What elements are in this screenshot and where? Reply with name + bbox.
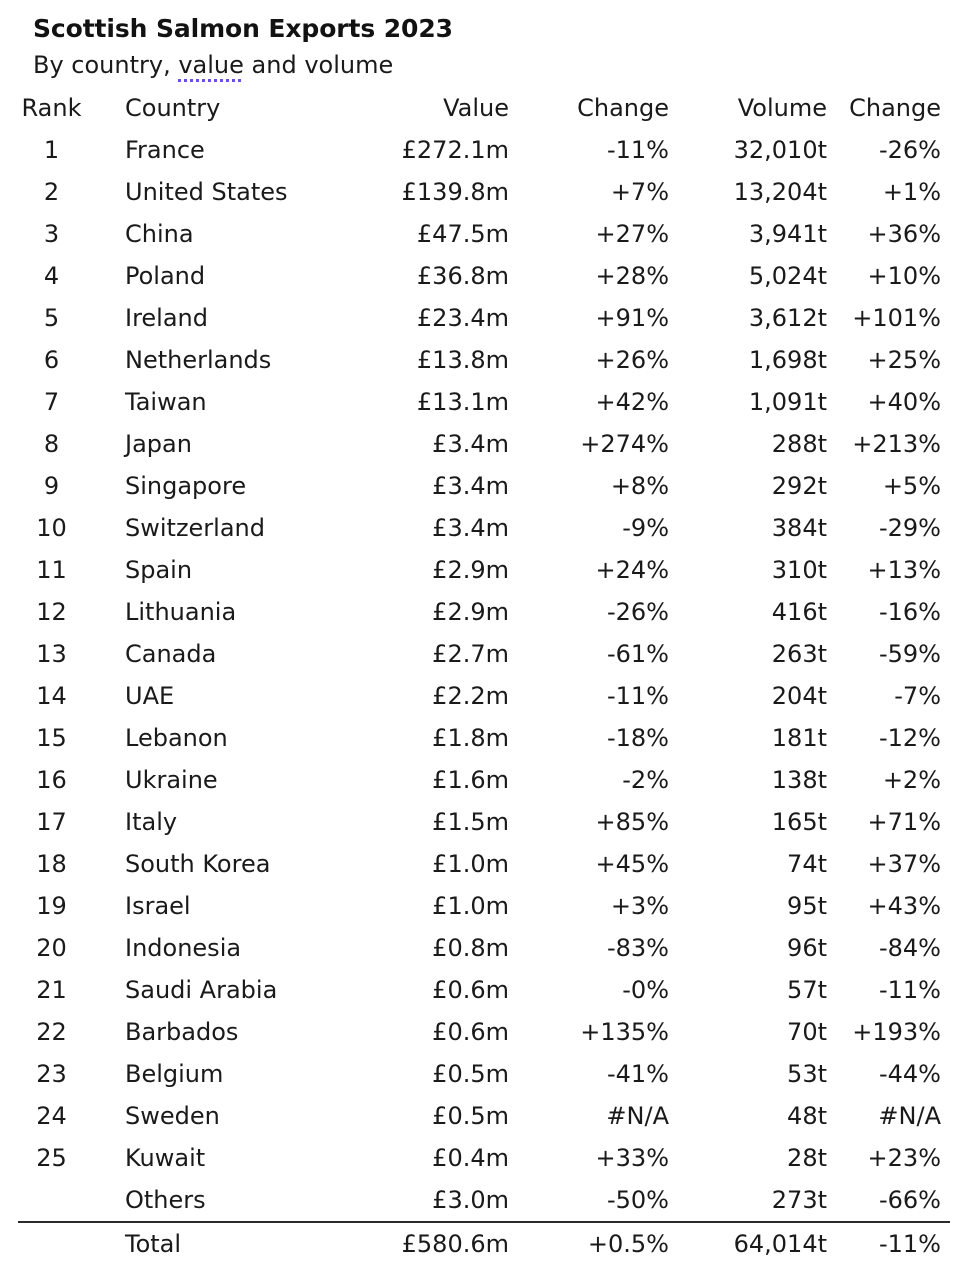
table-row (18, 1179, 950, 1222)
cell-country: UAE (125, 682, 175, 710)
table-row (18, 591, 950, 633)
table-row (18, 1053, 950, 1095)
cell-value: £3.4m (432, 430, 509, 458)
table-row (18, 717, 950, 759)
cell-volume-change: -11% (878, 1230, 941, 1258)
table-row (18, 843, 950, 885)
cell-volume-change: +37% (867, 850, 941, 878)
cell-volume: 292t (771, 472, 827, 500)
table-row (18, 633, 950, 675)
cell-value: £13.1m (416, 388, 509, 416)
cell-volume-change: +10% (867, 262, 941, 290)
cell-volume-change: +213% (852, 430, 941, 458)
cell-country: Spain (125, 556, 193, 584)
cell-volume: 13,204t (733, 178, 827, 206)
table-row (18, 1137, 950, 1179)
cell-value-change: +135% (580, 1018, 669, 1046)
cell-value-change: -18% (606, 724, 669, 752)
cell-volume-change: -26% (878, 136, 941, 164)
cell-volume: 181t (771, 724, 827, 752)
cell-value: £0.4m (432, 1144, 509, 1172)
page-subtitle (0, 41, 960, 77)
cell-volume: 1,698t (748, 346, 827, 374)
cell-volume: 95t (787, 892, 827, 920)
cell-rank: 15 (36, 724, 67, 752)
cell-volume-change: -11% (878, 976, 941, 1004)
cell-volume: 48t (787, 1102, 827, 1130)
table-row (18, 465, 950, 507)
cell-rank: 5 (43, 304, 60, 332)
cell-country: Switzerland (125, 514, 265, 542)
cell-rank: 12 (36, 598, 67, 626)
cell-volume-change: +43% (867, 892, 941, 920)
cell-value-change: +274% (580, 430, 669, 458)
cell-value-change: -11% (606, 682, 669, 710)
cell-value: £139.8m (401, 178, 509, 206)
cell-volume: 96t (787, 934, 827, 962)
table-row (18, 549, 950, 591)
cell-value-change: -0% (622, 976, 669, 1004)
cell-rank: 24 (36, 1102, 67, 1130)
cell-value-change: +8% (610, 472, 669, 500)
cell-volume-change: +71% (867, 808, 941, 836)
subtitle-text-before: By country, (33, 51, 179, 79)
cell-country: Indonesia (125, 934, 242, 962)
cell-volume: 57t (787, 976, 827, 1004)
cell-volume-change: +13% (867, 556, 941, 584)
subtitle-text-after: and volume (243, 51, 394, 79)
cell-value-change: -83% (606, 934, 669, 962)
table-row (18, 339, 950, 381)
cell-volume: 53t (787, 1060, 827, 1088)
cell-country: Lebanon (125, 724, 228, 752)
cell-rank: 8 (43, 430, 60, 458)
cell-rank: 21 (36, 976, 67, 1004)
cell-country: France (125, 136, 205, 164)
cell-value: £2.7m (432, 640, 509, 668)
cell-volume-change: +25% (867, 346, 941, 374)
cell-volume: 3,612t (748, 304, 827, 332)
cell-country: Saudi Arabia (125, 976, 278, 1004)
column-header-country: Country (125, 94, 221, 122)
table-row (18, 507, 950, 549)
cell-rank: 4 (43, 262, 60, 290)
cell-country: Singapore (125, 472, 247, 500)
cell-value-change: +42% (595, 388, 669, 416)
cell-value: £0.8m (432, 934, 509, 962)
table-header-row (18, 87, 950, 129)
cell-country: Others (115, 1179, 340, 1222)
table-row (18, 1011, 950, 1053)
cell-country: Poland (125, 262, 206, 290)
cell-value-change: +45% (595, 850, 669, 878)
table-row (18, 1095, 950, 1137)
cell-rank: 25 (36, 1144, 67, 1172)
cell-value-change: +27% (595, 220, 669, 248)
cell-volume-change: #N/A (878, 1102, 941, 1130)
cell-volume-change: +40% (867, 388, 941, 416)
cell-value-change: #N/A (606, 1102, 669, 1130)
cell-rank: 16 (36, 766, 67, 794)
cell-country: Belgium (125, 1060, 224, 1088)
cell-rank: 17 (36, 808, 67, 836)
cell-volume: 288t (771, 430, 827, 458)
cell-volume: 3,941t (748, 220, 827, 248)
cell-volume-change: -84% (878, 934, 941, 962)
cell-volume-change: +193% (852, 1018, 941, 1046)
table-row (18, 423, 950, 465)
cell-rank: 11 (36, 556, 67, 584)
cell-rank: 10 (36, 514, 67, 542)
cell-volume: 310t (771, 556, 827, 584)
column-header-rank: Rank (21, 94, 82, 122)
cell-rank: 18 (36, 850, 67, 878)
column-header-volume: Volume (737, 94, 827, 122)
cell-country: Lithuania (125, 598, 237, 626)
cell-volume: 138t (771, 766, 827, 794)
cell-value: £36.8m (416, 262, 509, 290)
cell-value: £0.5m (432, 1102, 509, 1130)
cell-rank: 7 (43, 388, 60, 416)
cell-value-change: +0.5% (587, 1230, 669, 1258)
cell-volume: 1,091t (748, 388, 827, 416)
cell-volume-change: +36% (867, 220, 941, 248)
table-row (18, 1222, 950, 1265)
cell-value: £272.1m (401, 136, 509, 164)
cell-value-change: -41% (606, 1060, 669, 1088)
table-row (18, 885, 950, 927)
cell-value-change: +91% (595, 304, 669, 332)
cell-rank: 23 (36, 1060, 67, 1088)
cell-value: £3.0m (340, 1179, 518, 1222)
cell-volume: 70t (787, 1018, 827, 1046)
cell-value: £2.9m (432, 556, 509, 584)
cell-value: £47.5m (416, 220, 509, 248)
cell-rank: 20 (36, 934, 67, 962)
table-row (18, 255, 950, 297)
cell-value: £0.6m (432, 1018, 509, 1046)
cell-rank (18, 1179, 115, 1222)
cell-rank: 1 (43, 136, 60, 164)
cell-value-change: -11% (606, 136, 669, 164)
cell-value: £1.6m (432, 766, 509, 794)
cell-country: Ireland (125, 304, 209, 332)
cell-volume-change: -29% (878, 514, 941, 542)
cell-country: Japan (125, 430, 192, 458)
cell-volume: 263t (771, 640, 827, 668)
cell-country: United States (125, 178, 288, 206)
cell-country: China (125, 220, 194, 248)
cell-value-change: +28% (595, 262, 669, 290)
cell-country: Taiwan (125, 388, 207, 416)
table-row (18, 381, 950, 423)
cell-value: £1.8m (432, 724, 509, 752)
cell-rank: 3 (43, 220, 60, 248)
table-row (18, 801, 950, 843)
cell-value: £1.0m (432, 850, 509, 878)
cell-value-change: -2% (622, 766, 669, 794)
cell-country: Kuwait (125, 1144, 206, 1172)
cell-value: £13.8m (416, 346, 509, 374)
cell-value: £1.5m (432, 808, 509, 836)
cell-rank: 2 (43, 178, 60, 206)
table-row (18, 297, 950, 339)
cell-volume-change: -12% (878, 724, 941, 752)
table-row (18, 969, 950, 1011)
cell-country: Ukraine (125, 766, 218, 794)
cell-rank: 6 (43, 346, 60, 374)
cell-value-change: +7% (610, 178, 669, 206)
cell-volume-change: -59% (878, 640, 941, 668)
cell-volume: 165t (771, 808, 827, 836)
cell-value: £2.2m (432, 682, 509, 710)
table-header (18, 87, 950, 129)
cell-value: £3.4m (432, 472, 509, 500)
cell-volume-change: -44% (878, 1060, 941, 1088)
cell-volume: 5,024t (748, 262, 827, 290)
cell-value-change: +26% (595, 346, 669, 374)
cell-country: Total (125, 1230, 182, 1258)
cell-rank: 19 (36, 892, 67, 920)
page-title: Scottish Salmon Exports 2023 (33, 14, 453, 43)
cell-volume: 74t (787, 850, 827, 878)
cell-country: Israel (125, 892, 191, 920)
cell-value: £3.4m (432, 514, 509, 542)
cell-value: £1.0m (432, 892, 509, 920)
cell-value: £23.4m (416, 304, 509, 332)
cell-volume-change: -66% (836, 1179, 950, 1222)
cell-volume-change: +1% (882, 178, 941, 206)
cell-value: £0.5m (432, 1060, 509, 1088)
cell-volume: 64,014t (733, 1230, 827, 1258)
column-header-volume-change: Change (849, 94, 941, 122)
table-row (18, 213, 950, 255)
cell-country: Netherlands (125, 346, 272, 374)
cell-volume-change: -16% (878, 598, 941, 626)
cell-rank: 13 (36, 640, 67, 668)
table-row (18, 675, 950, 717)
column-header-value-change: Change (577, 94, 669, 122)
table-row (18, 129, 950, 171)
table-body (18, 129, 950, 1265)
cell-volume: 416t (771, 598, 827, 626)
cell-volume: 204t (771, 682, 827, 710)
table-row (18, 171, 950, 213)
cell-volume: 273t (678, 1179, 836, 1222)
cell-value: £0.6m (432, 976, 509, 1004)
cell-rank (18, 1222, 115, 1265)
cell-country: Barbados (125, 1018, 239, 1046)
cell-rank: 22 (36, 1018, 67, 1046)
cell-volume-change: +23% (867, 1144, 941, 1172)
cell-value-change: +85% (595, 808, 669, 836)
cell-value-change: -9% (622, 514, 669, 542)
cell-volume-change: +2% (882, 766, 941, 794)
cell-value-change: -50% (518, 1179, 678, 1222)
cell-value-change: +33% (595, 1144, 669, 1172)
cell-volume: 384t (771, 514, 827, 542)
cell-volume-change: -7% (894, 682, 941, 710)
cell-volume-change: +5% (882, 472, 941, 500)
cell-volume: 32,010t (733, 136, 827, 164)
cell-country: Canada (125, 640, 217, 668)
cell-country: Italy (125, 808, 178, 836)
column-header-value: Value (443, 94, 509, 122)
table-row (18, 759, 950, 801)
cell-value-change: -61% (606, 640, 669, 668)
subtitle-misspelled-word: value (178, 51, 244, 82)
cell-value-change: +3% (610, 892, 669, 920)
exports-table (18, 87, 950, 1265)
cell-country: South Korea (125, 850, 271, 878)
cell-rank: 9 (43, 472, 60, 500)
cell-value: £2.9m (432, 598, 509, 626)
cell-rank: 14 (36, 682, 67, 710)
cell-value: £580.6m (401, 1230, 509, 1258)
cell-volume: 28t (787, 1144, 827, 1172)
cell-value-change: -26% (606, 598, 669, 626)
cell-volume-change: +101% (852, 304, 941, 332)
cell-value-change: +24% (595, 556, 669, 584)
table-row (18, 927, 950, 969)
cell-country: Sweden (125, 1102, 220, 1130)
